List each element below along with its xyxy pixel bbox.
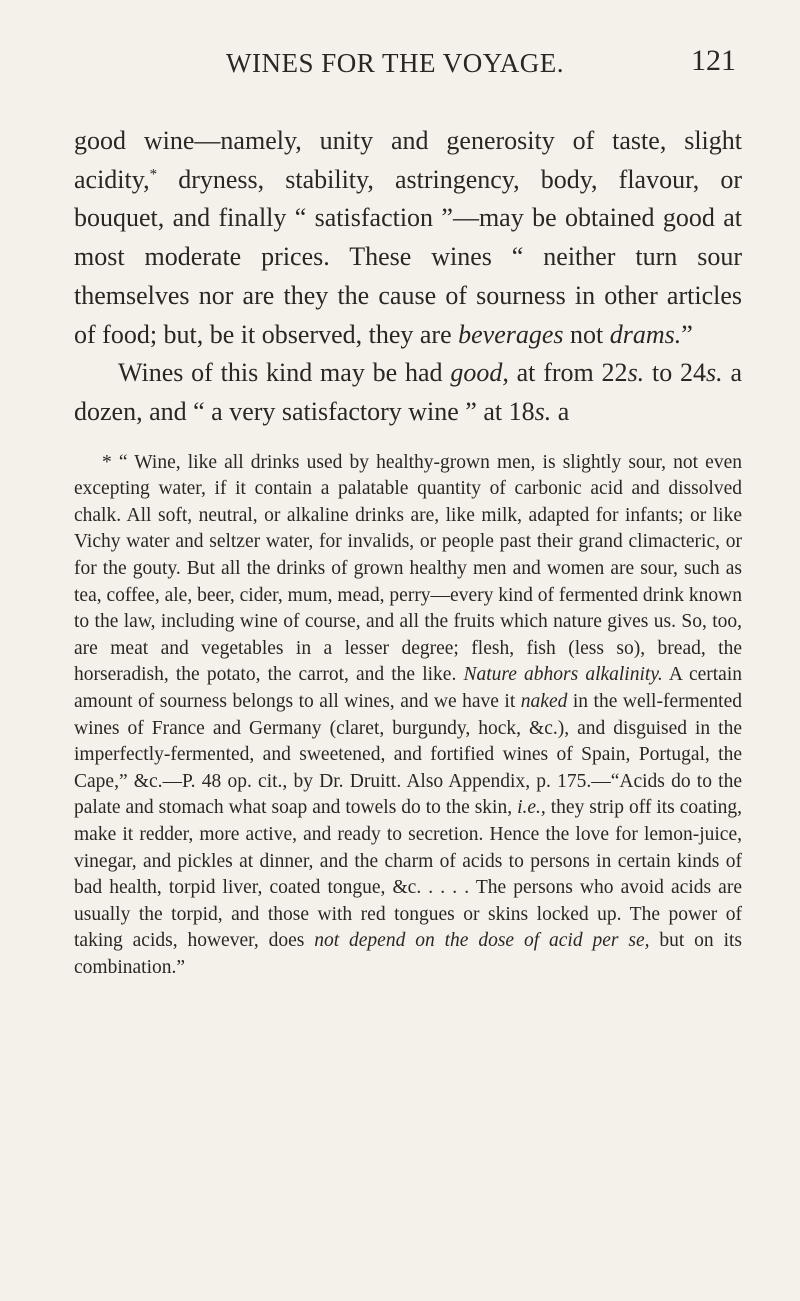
paragraph-wine-prices: Wines of this kind may be had good, at from 22s. to 24s. a dozen, and “ a very satisfactory wine ” at 18s. a [74,358,743,426]
emphasis-beverages: beverages [458,319,564,349]
body-text [74,122,742,432]
page-number: 121 [691,44,736,77]
footnote: * “ Wine, like all drinks used by healthy-grown men, is slightly sour, not even excepting water, if it contain a palatable quantity of carbonic acid and dissolved chalk. All soft, neutral, or alkaline drinks are, like milk, adapted for infants; or like Vichy water and seltzer water, for invalids, or people past their grand climacteric, or for the gouty. But all the drinks of grown healthy men and women are sour, such as tea, coffee, ale, beer, cider, mum, mead, perry—every kind of fermented drink known to the law, including wine of course, and all the fruits which nature gives us. So, too, are meat and vegetables in a lesser degree; flesh, fish (less so), bread, the horseradish, the potato, the carrot, and the like. Nature abhors alkalinity. A certain amount of sourness belongs to all wines, and we have it naked in the well-fermented wines of France and Germany (claret, burgundy, hock, &c.), and disguised in the imperfectly-fermented, and sweetened, and fortified wines of Spain, Portugal, the Cape,” &c.—P. 48 op. cit., by Dr. Druitt. Also Appendix, p. 175.—“Acids do to the palate and stomach what soap and towels do to the skin, i.e., they strip off its coating, make it redder, more active, and ready to secretion. Hence the love for lemon-juice, vinegar, and pickles at dinner, and the charm of acids to persons in certain kinds of bad health, torpid liver, coated tongue, &c. . . . . The persons who avoid acids are usually the torpid, and those with red tongues or skins locked up. The power of taking acids, however, does not depend on the dose of acid per se, but on its combination.” [74,451,743,978]
paragraph-wine-qualities: good wine—namely, unity and generosity of taste, slight acidity,* dryness, stability, astringency, body, flavour, or bouquet, and finally “ satisfaction ”—may be obtained good at most moderate prices. These wines “ neither turn sour themselves nor are they the cause of sourness in other articles of food; but, be it observed, they are beverages not drams.” [74,126,742,349]
emphasis-per-se: not depend on the dose of acid per se, [314,930,650,952]
running-head [74,44,742,84]
emphasis-ie: i.e., [517,797,546,819]
emphasis-nature-abhors: Nature abhors alkalinity. [463,664,663,686]
emphasis-naked: naked [520,690,568,712]
emphasis-drams: drams. [609,319,682,349]
emphasis-good: good, [450,358,509,388]
running-title: WINES FOR THE VOYAGE. [226,48,565,78]
footnote-marker: * [149,166,158,183]
